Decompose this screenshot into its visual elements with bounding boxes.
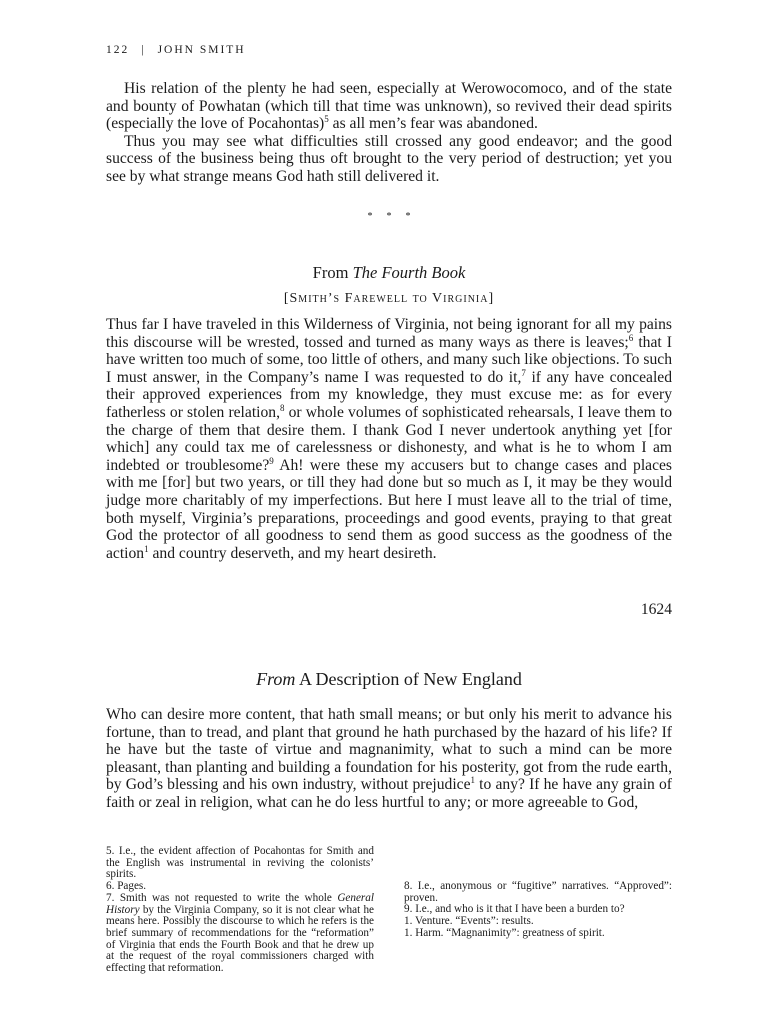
intro-paragraph-2: Thus you may see what difficulties still crossed any good endeavor; and the good success of the business being thus oft brought to the very period of destruction; yet you see by what strange means God hath still delivered it. [106,132,672,185]
footnote-ref-6: 6 [628,332,634,343]
new-england-heading: From A Description of New England [256,669,522,689]
intro-paragraph-1: His relation of the plenty he had seen, especially at Werowocomoco, and of the state and bounty of Powhatan (which till that time was unknown), so revived their dead spirits (especially the love of Pocahontas)$^5$ as all men’s fear was abandoned. [106,80,672,133]
running-head-author: JOHN SMITH [157,44,246,56]
footnote-1-venture: 1. Venture. “Events”: results. [404,915,534,928]
footnote-ref-8: 8 [279,402,285,413]
fourth-book-text [106,316,672,562]
section-break-star: * [367,211,373,222]
fourth-book-heading: From The Fourth Book [312,263,466,282]
running-head-separator: | [141,44,146,56]
footnote-6: 6. Pages. [106,880,147,893]
footnote-ref-5: 5 [324,114,329,124]
footnote-ref-1: 1 [470,775,476,786]
intro-text [106,80,672,186]
footnotes-right-column [404,846,672,940]
footnote-7: 7. Smith was not requested to write the whole General History by the Virginia Company, so it is not clear what he means here. Possibly the discourse to which he refers is the brief summary of recommendations for the “reformation” of Virginia that ends the Fourth Book and that he drew up at the request of the royal commissioners charged with effecting that reformation. [106,891,374,975]
section-break-star: * [386,211,392,222]
page-number: 122 [106,44,130,56]
footnote-ref-1: 1 [144,543,149,554]
footnote-8: 8. I.e., anonymous or “fugitive” narratives. “Approved”: proven. [404,880,672,904]
footnote-1-harm: 1. Harm. “Magnanimity”: greatness of spirit. [404,926,605,939]
footnotes-left-column [106,846,374,975]
fourth-book-subheading: [Smith’s Farewell to Virginia] [283,291,495,306]
new-england-paragraph: Who can desire more content, that hath small means; or but only his merit to advance his fortune, than to tread, and plant that ground he hath purchased by the hazard of his life? If he have but the taste of virtue and magnanimity, what to such a mind can be more pleasant, than planting and building a foundation for his posterity, got from the rude earth, by God’s blessing and his own industry, without prejudice$^1$ to any? If he have any grain of faith or zeal in religion, what can he do less hurtful to any; or more agreeable to God, [106,706,672,811]
footnote-ref-9: 9 [269,455,274,466]
section-break-star: * [405,211,411,222]
footnote-ref-7: 7 [521,367,526,378]
farewell-paragraph: Thus far I have traveled in this Wilderness of Virginia, not being ignorant for all my pains this discourse will be wrested, tossed and turned as many ways as there is leaves;$^6$ that I have written too much of some, too little of others, and many such like objections. To such I must answer, in the Company’s name I was requested to do it,$^7$ if any have concealed their approved experiences from my knowledge, they must excuse me: as for every fatherless or stolen relation,$^8$ or whole volumes of sophisticated rehearsals, I leave them to the charge of them that desire them. I thank God I never undertook anything yet [for which] any could tax me of carelessness or dishonesty, and what is he to whom I am indebted or troublesome?$^9$ Ah! were these my accusers but to change cases and places with me [for] but two years, or till they had done but so much as I, it may be they would judge more charitably of my imperfections. But here I must leave all to the trial of time, both myself, Virginia’s preparations, proceedings and good events, praying to that great God the protector of all goodness to send them as good success as the goodness of the action$^1$ and country deserveth, and my heart desireth. [106,316,672,562]
section-break [106,211,672,222]
running-head [106,44,246,56]
footnote-9: 9. I.e., and who is it that I have been a burden to? [404,903,625,916]
new-england-text [106,706,672,812]
footnote-5: 5. I.e., the evident affection of Pocahontas for Smith and the English was instrumental in reviving the colonists’ spirits. [106,845,374,881]
publication-date: 1624 [640,601,672,618]
